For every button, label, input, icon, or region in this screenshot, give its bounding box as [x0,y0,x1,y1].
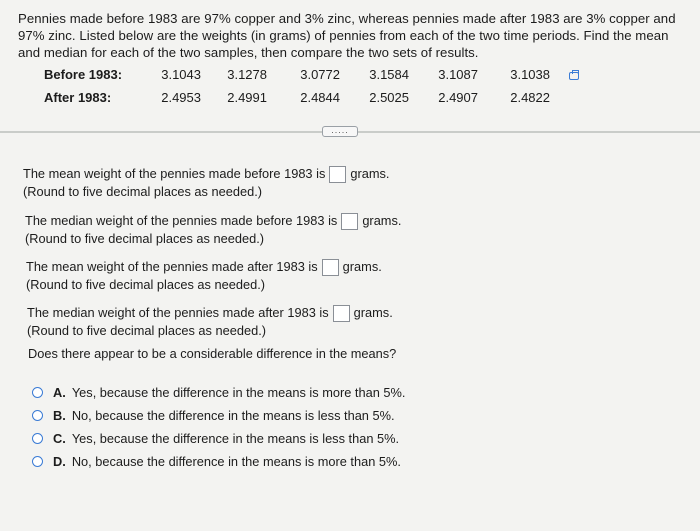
data-cell: 3.1278 [227,67,267,82]
option-b[interactable] [32,406,395,424]
option-letter: B. [53,407,66,423]
table-row-after [44,86,550,109]
radio-icon[interactable] [32,410,43,421]
problem-statement: Pennies made before 1983 are 97% copper and 3% zinc, whereas pennies made after 1983 are 3% copper and 97% zinc. Listed below are the weights (in grams) of pennies from each of the two time periods. Find the mean and median for each of the two samples, then compare the two sets of results. [18,11,676,60]
round-note: (Round to five decimal places as needed.) [26,277,266,292]
round-note: (Round to five decimal places as needed.) [23,184,263,199]
answer-prefix: The mean weight of the pennies made before 1983 is [23,166,326,181]
round-note: (Round to five decimal places as needed.) [25,231,265,246]
radio-icon[interactable] [32,456,43,467]
answer-suffix: grams. [342,259,382,274]
option-a[interactable] [32,383,405,401]
median-before-input[interactable] [341,213,358,230]
option-letter: D. [53,453,66,469]
table-row-before [44,63,550,86]
answer-prefix: The median weight of the pennies made after 1983 is [27,305,329,320]
comparison-question: Does there appear to be a considerable difference in the means? [28,346,397,361]
data-cell: 2.4991 [227,90,267,105]
answer-prefix: The mean weight of the pennies made after 1983 is [26,259,318,274]
answer-suffix: grams. [362,213,402,228]
data-cell: 2.4822 [510,90,550,105]
median-after-input[interactable] [333,305,350,322]
option-c[interactable] [32,429,399,447]
data-table [44,63,550,109]
answer-suffix: grams. [350,166,390,181]
data-cell: 2.4844 [300,90,340,105]
option-text: No, because the difference in the means is more than 5%. [71,453,401,469]
expand-button[interactable]: ..... [322,126,358,137]
option-letter: A. [53,384,66,400]
answer-median-after [27,304,393,340]
before-label: Before 1983: [44,67,123,82]
answer-prefix: The median weight of the pennies made before 1983 is [25,213,338,228]
data-cell: 3.0772 [300,67,340,82]
copy-icon[interactable] [569,72,579,80]
after-label: After 1983: [44,90,112,105]
round-note: (Round to five decimal places as needed.) [27,323,267,338]
answer-suffix: grams. [353,305,393,320]
answer-mean-before [23,165,389,201]
mean-after-input[interactable] [322,259,339,276]
option-letter: C. [53,430,66,446]
option-text: Yes, because the difference in the means is less than 5%. [71,430,400,446]
mean-before-input[interactable] [329,166,346,183]
radio-icon[interactable] [32,433,43,444]
option-text: No, because the difference in the means is less than 5%. [71,407,395,423]
data-cell: 3.1087 [438,67,478,82]
data-cell: 3.1043 [161,67,201,82]
answer-median-before [25,212,401,248]
radio-icon[interactable] [32,387,43,398]
data-cell: 3.1584 [369,67,409,82]
answer-mean-after [26,258,382,294]
data-cell: 2.5025 [369,90,409,105]
option-text: Yes, because the difference in the means is more than 5%. [71,384,406,400]
option-d[interactable] [32,452,401,470]
data-cell: 2.4907 [438,90,478,105]
data-cell: 3.1038 [510,67,550,82]
data-cell: 2.4953 [161,90,201,105]
